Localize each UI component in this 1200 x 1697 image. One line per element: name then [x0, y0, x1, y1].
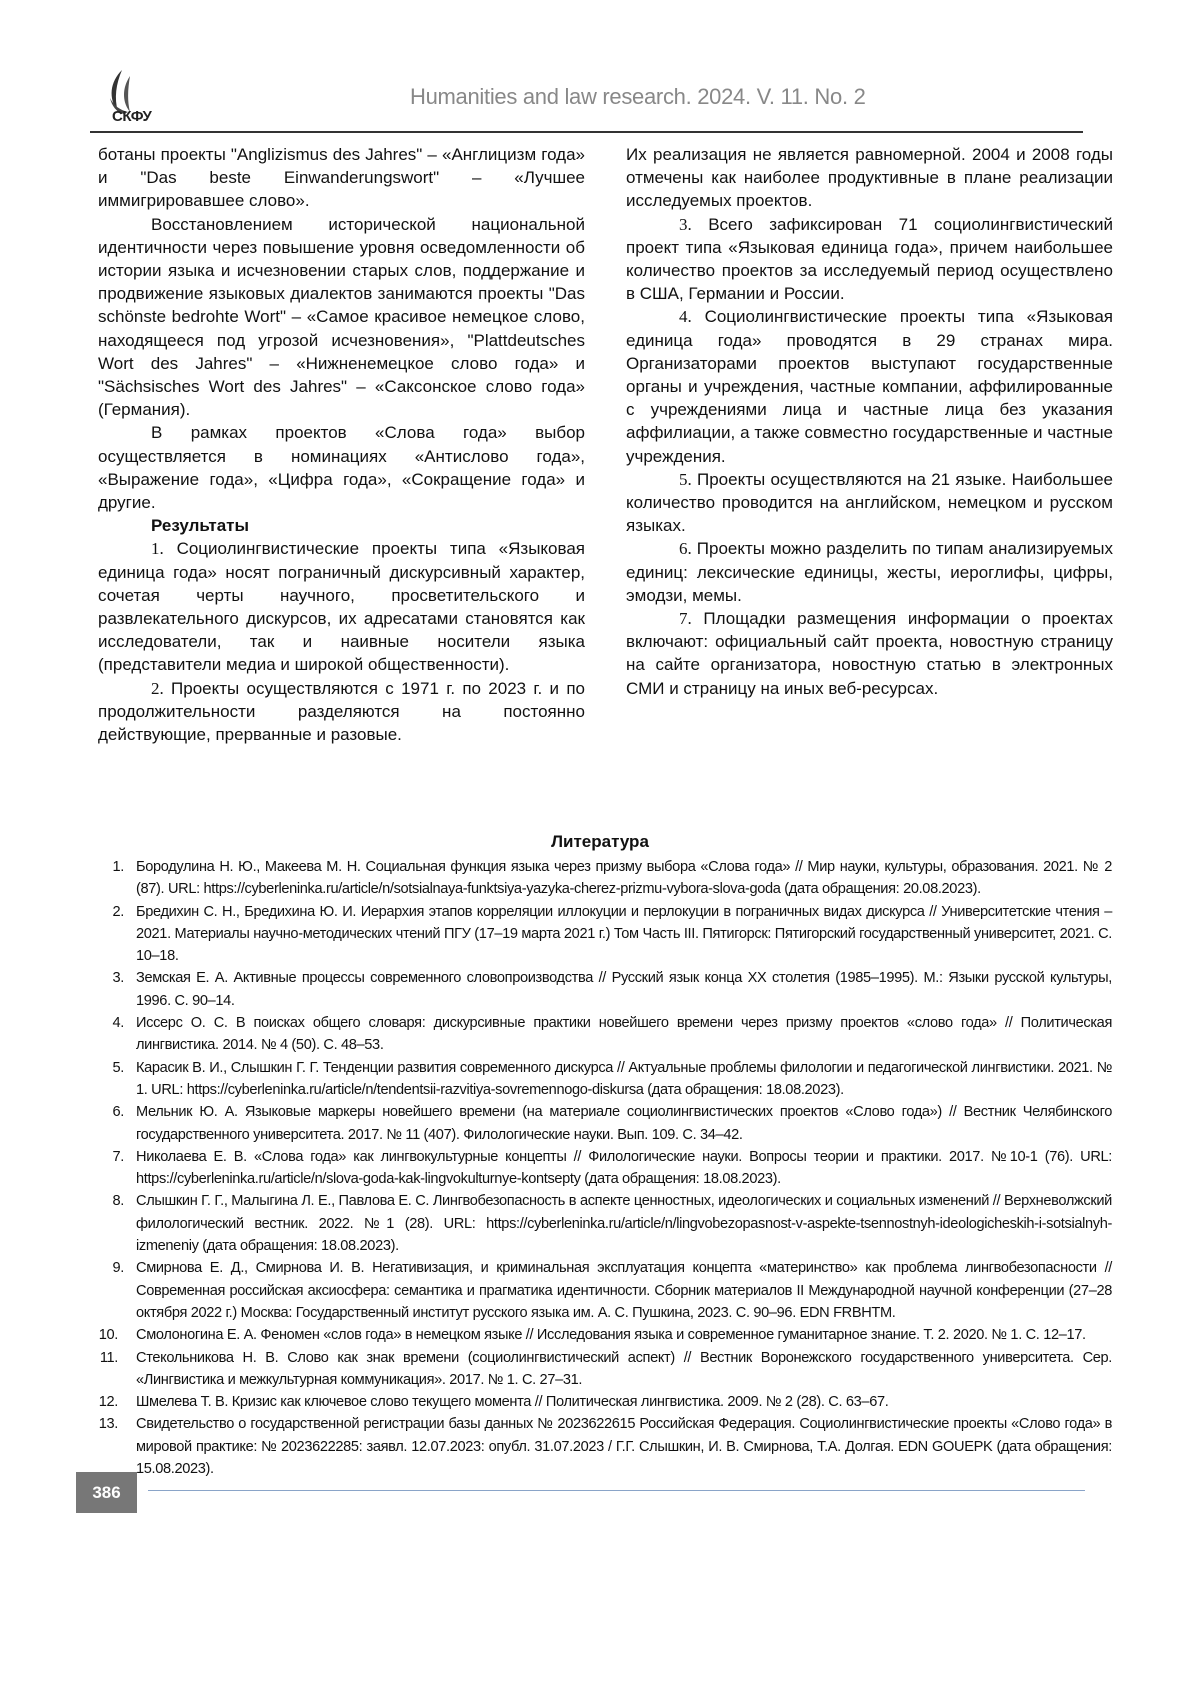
item-number: 3. — [679, 215, 692, 234]
logo-text: СКФУ — [112, 108, 151, 125]
reference-text: Свидетельство о государственной регистрации базы данных № 2023622615 Российская Федерация. Социолингвистические проекты «Слово года» в мировой практике: № 2023622285: заявл. 12.07.2023: опубл. 31.07.2023 / Г.Г. Слышкин, И. В. Смирнова, Т.А. Долгая. EDN GOUEPK (дата обращения: 15.08.2023). — [136, 1416, 1112, 1477]
reference-text: Слышкин Г. Г., Малыгина Л. Е., Павлова Е. С. Лингвобезопасность в аспекте ценностных, идеологических и социальных изменений // Верхневолжский филологический вестник. 2022. №1 (28). URL: https://cyberleninka.ru/article/n/lingvobezopasnost-v-aspekte-tsennostnyh-ideologicheskih-i-sotsialnyh-izmeneniy (дата обращения: 18.08.2023). — [136, 1193, 1112, 1254]
result-item: 3. Всего зафиксирован 71 социолингвистический проект типа «Языковая единица года», причем наибольшее количество проектов за исследуемый период осуществлено в США, Германии и России. — [626, 213, 1113, 306]
reference-item — [100, 1413, 1112, 1480]
header-divider — [90, 131, 1083, 133]
reference-number: 9. — [100, 1257, 130, 1279]
page-number: 386 — [76, 1472, 137, 1513]
reference-text: Смолоногина Е. А. Феномен «слов года» в немецком языке // Исследования языка и современное гуманитарное знание. Т. 2. 2020. № 1. С. 12–17. — [136, 1327, 1086, 1343]
reference-number: 7. — [100, 1146, 130, 1168]
reference-number: 6. — [100, 1101, 130, 1123]
reference-item — [100, 1190, 1112, 1257]
reference-text: Бородулина Н. Ю., Макеева М. Н. Социальная функция языка через призму выбора «Слова года» // Мир науки, культуры, образования. 2021. № 2 (87). URL: https://cyberleninka.ru/article/n/sotsialnaya-funktsiya-yazyka-cherez-prizmu-vybora-slova-goda (дата обращения: 20.08.2023). — [136, 859, 1112, 897]
references-list — [100, 856, 1112, 1480]
reference-text: Стекольникова Н. В. Слово как знак времени (социолингвистический аспект) // Вестник Воронежского государственного университета. Сер. «Лингвистика и межкультурная коммуникация». 2017. № 1. С. 27–31. — [136, 1350, 1112, 1388]
reference-number: 11. — [94, 1347, 124, 1369]
journal-title: Humanities and law research. 2024. V. 11. No. 2 — [410, 84, 866, 110]
paragraph: Восстановлением исторической национальной идентичности через повышение уровня осведомленности об истории языка и исчезновении старых слов, поддержание и продвижение языковых диалектов занимаются проекты "Das schönste bedrohte Wort" – «Самое красивое немецкое слово, находящееся под угрозой исчезновения», "Plattdeutsches Wort des Jahres" – «Нижненемецкое слово года» и "Sächsisches Wort des Jahres" – «Саксонское слово года» (Германия). — [98, 213, 585, 422]
reference-item — [100, 967, 1112, 1012]
reference-text: Смирнова Е. Д., Смирнова И. В. Негативизация, и криминальная эксплуатация концепта «материнство» как проблема лингвобезопасности // Современная российская аксиосфера: семантика и прагматика идентичности. Сборник материалов II Международной научной конференции (27–28 октября 2022 г.) Москва: Государственный институт русского языка им. А. С. Пушкина, 2023. С. 90–96. EDN FRBHTM. — [136, 1260, 1112, 1321]
reference-text: Николаева Е. В. «Слова года» как лингвокультурные концепты // Филологические науки. Вопросы теории и практики. 2017. №10-1 (76). URL: https://cyberleninka.ru/article/n/slova-goda-kak-lingvokulturnye-kontsepty (дата обращения: 18.08.2023). — [136, 1149, 1112, 1187]
item-number: 4. — [679, 307, 692, 326]
reference-number: 12. — [94, 1391, 124, 1413]
reference-text: Шмелева Т. В. Кризис как ключевое слово текущего момента // Политическая лингвистика. 2009. № 2 (28). С. 63–67. — [136, 1394, 888, 1410]
reference-item — [100, 1391, 1112, 1413]
paragraph: Их реализация не является равномерной. 2004 и 2008 годы отмечены как наиболее продуктивные в плане реализации исследуемых проектов. — [626, 143, 1113, 213]
left-column — [98, 143, 585, 746]
reference-item — [100, 901, 1112, 968]
reference-text: Карасик В. И., Слышкин Г. Г. Тенденции развития современного дискурса // Актуальные проблемы филологии и педагогической лингвистики. 2021. № 1. URL: https://cyberleninka.ru/article/n/tendentsii-razvitiya-sovremennogo-diskursa (дата обращения: 18.08.2023). — [136, 1060, 1112, 1098]
reference-item — [100, 856, 1112, 901]
item-number: 2. — [151, 679, 164, 698]
item-number: 1. — [151, 539, 164, 558]
result-item: 4. Социолингвистические проекты типа «Языковая единица года» проводятся в 29 странах мира. Организаторами проектов выступают государственные органы и учреждения, частные компании, аффилированные с учреждениями лица и частные лица без указания аффилиации, а также совместно государственные и частные учреждения. — [626, 305, 1113, 467]
reference-item — [100, 1347, 1112, 1392]
right-column — [626, 143, 1113, 700]
reference-item — [100, 1257, 1112, 1324]
result-item: 2. Проекты осуществляются с 1971 г. по 2023 г. и по продолжительности разделяются на постоянно действующие, прерванные и разовые. — [98, 677, 585, 747]
item-number: 7. — [679, 609, 692, 628]
paragraph: В рамках проектов «Слова года» выбор осуществляется в номинациях «Антислово года», «Выражение года», «Цифра года», «Сокращение года» и другие. — [98, 421, 585, 514]
reference-item — [100, 1324, 1112, 1346]
reference-text: Бредихин С. Н., Бредихина Ю. И. Иерархия этапов корреляции иллокуции и перлокуции в пограничных видах дискурса // Университетские чтения – 2021. Материалы научно-методических чтений ПГУ (17–19 марта 2021 г.) Том Часть III. Пятигорск: Пятигорский государственный университет, 2021. С. 10–18. — [136, 904, 1112, 965]
reference-number: 3. — [100, 967, 130, 989]
reference-number: 1. — [100, 856, 130, 878]
reference-number: 13. — [94, 1413, 124, 1435]
result-item: 5. Проекты осуществляются на 21 языке. Наибольшее количество проводится на английском, немецком и русском языках. — [626, 468, 1113, 538]
item-number: 5. — [679, 470, 692, 489]
reference-text: Земская Е. А. Активные процессы современного словопроизводства // Русский язык конца XX столетия (1985–1995). М.: Языки русской культуры, 1996. С. 90–14. — [136, 970, 1112, 1008]
reference-number: 4. — [100, 1012, 130, 1034]
reference-item — [100, 1012, 1112, 1057]
reference-item — [100, 1057, 1112, 1102]
reference-number: 2. — [100, 901, 130, 923]
section-heading: Результаты — [98, 514, 585, 537]
reference-item — [100, 1146, 1112, 1191]
references-title: Литература — [0, 832, 1200, 852]
reference-text: Мельник Ю. А. Языковые маркеры новейшего времени (на материале социолингвистических проектов «Слово года») // Вестник Челябинского государственного университета. 2017. № 11 (407). Филологические науки. Вып. 109. С. 34–42. — [136, 1104, 1112, 1142]
result-item: 6. Проекты можно разделить по типам анализируемых единиц: лексические единицы, жесты, иероглифы, цифры, эмодзи, мемы. — [626, 537, 1113, 607]
result-item: 7. Площадки размещения информации о проектах включают: официальный сайт проекта, новостную страницу на сайте организатора, новостную статью в электронных СМИ и страницу на иных веб-ресурсах. — [626, 607, 1113, 700]
item-number: 6. — [679, 539, 692, 558]
reference-text: Иссерс О. С. В поисках общего словаря: дискурсивные практики новейшего времени через призму проектов «слово года» // Политическая лингвистика. 2014. № 4 (50). С. 48–53. — [136, 1015, 1112, 1053]
reference-item — [100, 1101, 1112, 1146]
reference-number: 10. — [94, 1324, 124, 1346]
reference-number: 5. — [100, 1057, 130, 1079]
footer-divider — [148, 1490, 1085, 1491]
result-item: 1. Социолингвистические проекты типа «Языковая единица года» носят пограничный дискурсивный характер, сочетая черты научного, просветительского и развлекательного дискурсов, их адресатами становятся как исследователи, так и наивные носители языка (представители медиа и широкой общественности). — [98, 537, 585, 676]
paragraph: ботаны проекты "Anglizismus des Jahres" – «Англицизм года» и "Das beste Einwanderungswort" – «Лучшее иммигрировавшее слово». — [98, 143, 585, 213]
reference-number: 8. — [100, 1190, 130, 1212]
